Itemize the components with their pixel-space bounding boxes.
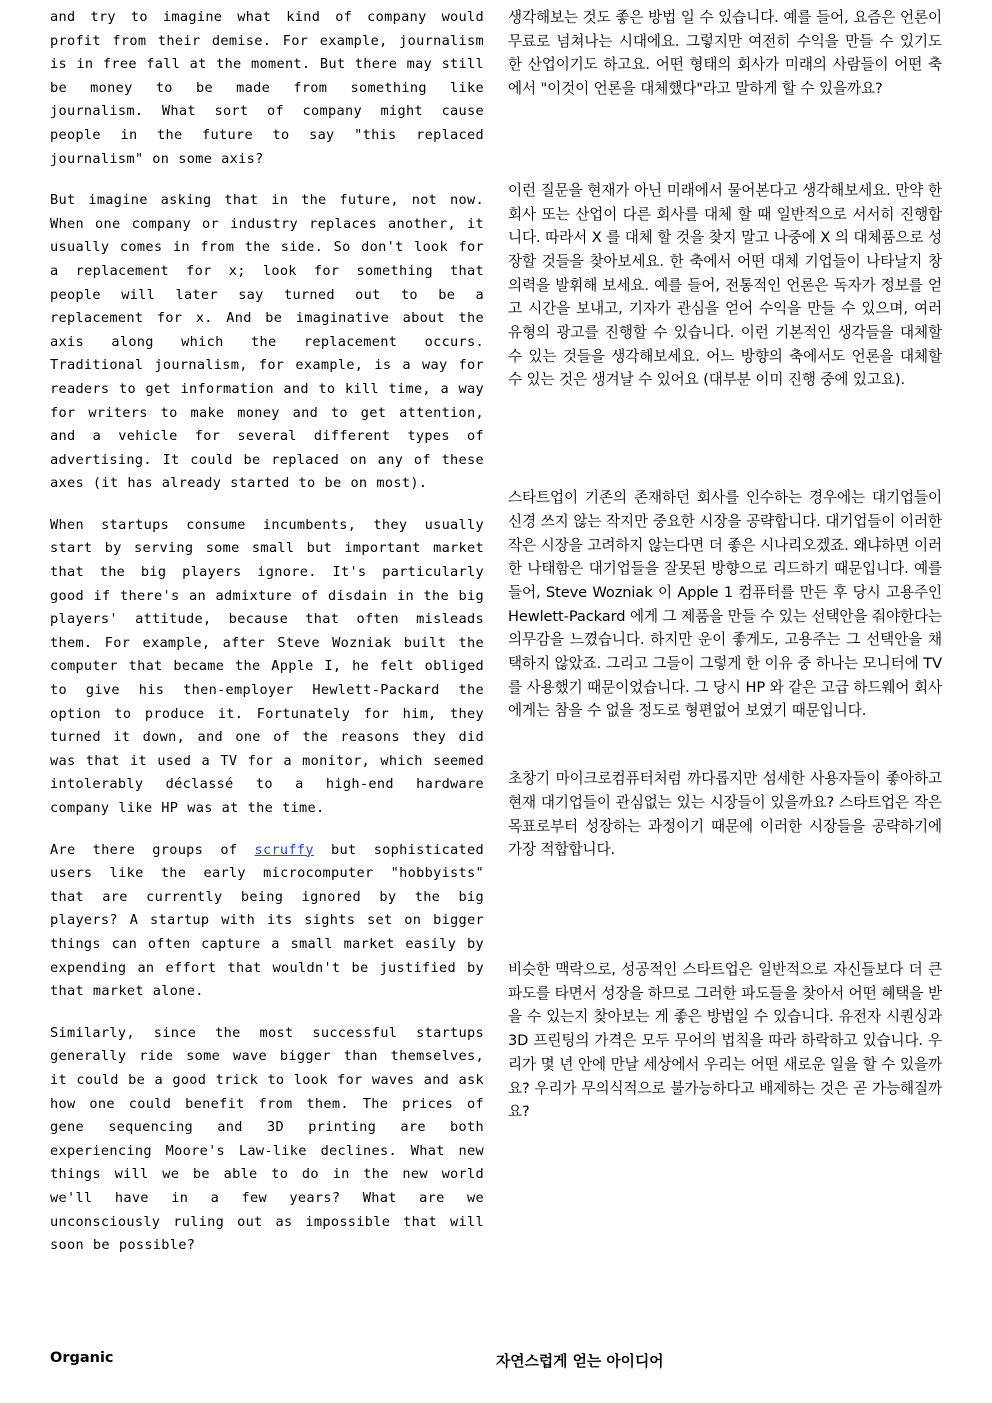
paragraph: But imagine asking that in the future, not now. When one company or industry replaces another, it usually comes in from the side. So don't look for a replacement for x; look for something that people will later say turned out to be a replacement for x. And be imaginative about the axis along which the replacement occurs. Traditional journalism, for example, is a way for readers to get information and to kill time, a way for writers to make money and to get attention, and a vehicle for several different types of advertising. It could be replaced on any of these axes (it has already started to be on most). xyxy=(50,192,484,492)
paragraph-with-link xyxy=(50,839,484,1004)
scruffy-link[interactable]: scruffy xyxy=(254,841,314,858)
paragraph: 비슷한 맥락으로, 성공적인 스타트업은 일반적으로 자신들보다 더 큰 파도를 타면서 성장을 하므로 그러한 파도들을 찾아서 어떤 혜택을 받을 수 있는지 찾아보는 게 좋은 방법일 수 있습니다. 유전자 시퀀싱과 3D 프린팅의 가격은 모두 무어의 법칙을 따라 하락하고 있습니다. 우리가 몇 년 안에 만날 세상에서 우리는 어떤 새로운 일을 할 수 있을까요? 우리가 무의식적으로 불가능하다고 배제하는 것은 곧 가능해질까요? xyxy=(508,960,942,1121)
column-spacer xyxy=(508,880,942,958)
column-spacer xyxy=(508,741,942,767)
footer-heading-korean: 자연스럽게 얻는 아이디어 xyxy=(496,1353,664,1370)
link-following-text: but sophisticated users like the early microcomputer "hobbyists" that are currently being ignored by the big players? A startup with its sights set on bigger things can often capture a small market easily by expending an effort that wouldn't be justified by that market alone. xyxy=(50,841,484,1000)
column-spacer xyxy=(508,119,942,179)
footer xyxy=(50,1350,942,1371)
paragraph: and try to imagine what kind of company would profit from their demise. For example, journalism is in free fall at the moment. But there may still be money to be made from something like journalism. What sort of company might cause people in the future to say "this replaced journalism" on some axis? xyxy=(50,9,484,167)
two-column-layout xyxy=(50,6,942,1276)
paragraph: Similarly, since the most successful startups generally ride some wave bigger than themselves, it could be a good trick to look for waves and ask how one could benefit from them. The prices of gene sequencing and 3D printing are both experiencing Moore's Law-like declines. What new things will we be able to do in the new world we'll have in a few years? What are we unconsciously ruling out as impossible that will soon be possible? xyxy=(50,1024,484,1254)
link-preceding-text: Are there groups of xyxy=(50,841,255,858)
paragraph: 초창기 마이크로컴퓨터처럼 까다롭지만 섬세한 사용자들이 좋아하고 현재 대기업들이 관심없는 있는 시장들이 있을까요? 스타트업은 작은 목표로부터 성장하는 과정이기 때문에 이러한 시장들을 공략하기에 가장 적합합니다. xyxy=(508,770,942,859)
korean-column xyxy=(508,6,942,1142)
paragraph: 스타트업이 기존의 존재하던 회사를 인수하는 경우에는 대기업들이 신경 쓰지 않는 작지만 중요한 시장을 공략합니다. 대기업들이 이러한 작은 시장을 고려하지 않는다면 더 좋은 시나리오겠죠. 왜냐하면 이러한 나태함은 대기업들을 잘못된 방향으로 리드하기 때문입니다. 예를 들어, Steve Wozniak 이 Apple 1 컴퓨터를 만든 후 당시 고용주인 Hewlett-Packard 에게 그 제품을 만들 수 있는 선택안을 줘야한다는 의무감을 느꼈습니다. 하지만 운이 좋게도, 고용주는 그 선택안을 채택하지 않았죠. 그리고 그들이 그렇게 한 이유 중 하나는 모니터에 TV 를 사용했기 때문이었습니다. 그 당시 HP 와 같은 고급 하드웨어 회사에게는 참을 수 없을 정도로 형편없어 보였기 때문입니다. xyxy=(508,489,942,720)
paragraph: 생각해보는 것도 좋은 방법 일 수 있습니다. 예를 들어, 요즘은 언론이 무료로 넘쳐나는 시대에요. 그렇지만 여전히 수익을 만들 수 있기도 한 산업이기도 하고요. 어떤 형태의 회사가 미래의 사람들이 어떤 축에서 "이것이 언론을 대체했다"라고 말하게 할 수 있을까요? xyxy=(508,9,942,98)
column-spacer xyxy=(508,410,942,486)
paragraph: 이런 질문을 현재가 아닌 미래에서 물어본다고 생각해보세요. 만약 한 회사 또는 산업이 다른 회사를 대체 할 때 일반적으로 서서히 진행합니다. 따라서 X 를 대체 할 것을 찾지 말고 나중에 X 의 대체품으로 성장할 것들을 찾아보세요. 한 축에서 어떤 대체 기업들이 나타날지 창의력을 발휘해 보세요. 예를 들어, 전통적인 언론은 독자가 정보를 얻고 시간을 보내고, 기자가 관심을 얻어 수익을 만들 수 있으며, 여러 유형의 광고를 진행할 수 있습니다. 이런 기본적인 생각들을 대체할 수 있는 것들을 생각해보세요. 어느 방향의 축에서도 언론을 대체할 수 있는 것은 생겨날 수 있어요 (대부분 이미 진행 중에 있고요). xyxy=(508,181,942,389)
paragraph: When startups consume incumbents, they usually start by serving some small but important market that the big players ignore. It's particularly good if there's an admixture of disdain in the big players' attitude, because that often misleads them. For example, after Steve Wozniak built the computer that became the Apple I, he felt obliged to give his then-employer Hewlett-Packard the option to produce it. Fortunately for him, they turned it down, and one of the reasons they did was that it used a TV for a monitor, which seemed intolerably déclassé to a high-end hardware company like HP was at the time. xyxy=(50,516,484,816)
footer-heading-english: Organic xyxy=(50,1350,114,1366)
english-column xyxy=(50,6,484,1276)
